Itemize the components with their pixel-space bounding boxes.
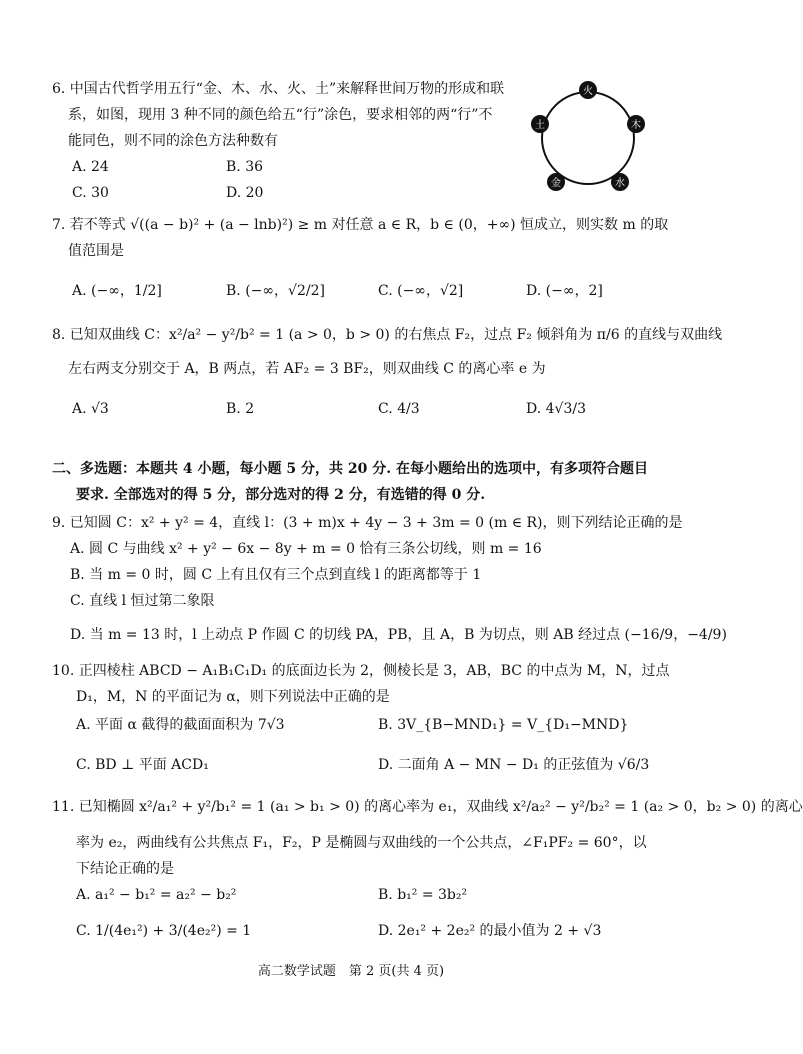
q9-line1: 9. 已知圆 C：x² + y² = 4，直线 l：(3 + m)x + 4y − 3 + 3m = 0 (m ∈ R)，则下列结论正确的是	[52, 515, 683, 531]
q7-option-c: C. (−∞，√2]	[378, 283, 464, 299]
q10-line2: D₁，M，N 的平面记为 α，则下列说法中正确的是	[76, 689, 390, 705]
q11-option-c: C. 1/(4e₁²) + 3/(4e₂²) = 1	[76, 923, 252, 939]
q9-option-b: B. 当 m = 0 时，圆 C 上有且仅有三个点到直线 l 的距离都等于 1	[70, 567, 482, 583]
q10-option-a: A. 平面 α 截得的截面面积为 7√3	[76, 717, 285, 733]
q10-option-b: B. 3V_{B−MND₁} = V_{D₁−MND}	[378, 717, 629, 733]
q7-line2: 值范围是	[68, 243, 124, 259]
q8-option-b: B. 2	[226, 401, 255, 417]
q10-line1: 10. 正四棱柱 ABCD − A₁B₁C₁D₁ 的底面边长为 2，侧棱长是 3，AB，BC 的中点为 M，N，过点	[52, 663, 670, 679]
q11-option-d: D. 2e₁² + 2e₂² 的最小值为 2 + √3	[378, 923, 602, 939]
q7-line1: 7. 若不等式 √((a − b)² + (a − lnb)²) ≥ m 对任意 a ∈ R，b ∈ (0，+∞) 恒成立，则实数 m 的取	[52, 217, 669, 233]
q6-option-c: C. 30	[72, 185, 109, 201]
q10-option-d: D. 二面角 A − MN − D₁ 的正弦值为 √6/3	[378, 757, 650, 773]
q11-line1: 11. 已知椭圆 x²/a₁² + y²/b₁² = 1 (a₁ > b₁ > 0) 的离心率为 e₁，双曲线 x²/a₂² − y²/b₂² = 1 (a₂ > 0，b₂ > 0) 的离心	[52, 799, 803, 815]
q8-option-c: C. 4/3	[378, 401, 420, 417]
q6-line3: 能同色，则不同的涂色方法种数有	[68, 133, 278, 149]
q9-option-a: A. 圆 C 与曲线 x² + y² − 6x − 8y + m = 0 恰有三条公切线，则 m = 16	[70, 541, 542, 557]
q6-line2: 系，如图，现用 3 种不同的颜色给五“行”涂色，要求相邻的两“行”不	[68, 107, 493, 123]
five-elements-diagram	[524, 78, 652, 196]
q11-line2: 率为 e₂，两曲线有公共焦点 F₁，F₂，P 是椭圆与双曲线的一个公共点，∠F₁PF₂ = 60°，以	[76, 835, 647, 851]
q6-line1: 6. 中国古代哲学用五行“金、木、水、火、土”来解释世间万物的形成和联	[52, 81, 505, 97]
q7-option-d: D. (−∞，2]	[526, 283, 603, 299]
q11-option-a: A. a₁² − b₁² = a₂² − b₂²	[76, 887, 237, 903]
section2-heading-line2: 要求. 全部选对的得 5 分，部分选对的得 2 分，有选错的得 0 分.	[76, 487, 486, 503]
node-fire-label: 火	[583, 86, 593, 97]
node-wood-label: 木	[631, 120, 641, 131]
node-fire	[579, 81, 597, 99]
q7-option-b: B. (−∞，√2/2]	[226, 283, 325, 299]
node-water	[611, 173, 629, 191]
q6-option-b: B. 36	[226, 159, 264, 175]
node-earth	[531, 115, 549, 133]
q9-option-d: D. 当 m = 13 时，l 上动点 P 作圆 C 的切线 PA，PB，且 A，B 为切点，则 AB 经过点 (−16/9，−4/9)	[70, 627, 727, 643]
node-wood	[627, 115, 645, 133]
node-metal-label: 金	[551, 178, 561, 189]
q8-option-d: D. 4√3/3	[526, 401, 586, 417]
q9-option-c: C. 直线 l 恒过第二象限	[70, 593, 215, 609]
q8-line1: 8. 已知双曲线 C：x²/a² − y²/b² = 1 (a > 0，b > 0) 的右焦点 F₂，过点 F₂ 倾斜角为 π/6 的直线与双曲线	[52, 327, 723, 343]
page-footer: 高二数学试题 第 2 页(共 4 页)	[257, 964, 445, 979]
q6-option-a: A. 24	[72, 159, 109, 175]
node-water-label: 水	[615, 178, 625, 189]
q8-line2: 左右两支分别交于 A，B 两点，若 AF₂ = 3 BF₂，则双曲线 C 的离心率 e 为	[68, 361, 546, 377]
node-metal	[547, 173, 565, 191]
q10-option-c: C. BD ⊥ 平面 ACD₁	[76, 757, 209, 773]
section2-heading-line1: 二、多选题：本题共 4 小题，每小题 5 分，共 20 分. 在每小题给出的选项中，有多项符合题目	[52, 461, 648, 477]
diagram-ring	[542, 92, 634, 184]
q11-option-b: B. b₁² = 3b₂²	[378, 887, 468, 903]
q7-option-a: A. (−∞，1/2]	[72, 283, 162, 299]
node-earth-label: 土	[535, 120, 545, 131]
q8-option-a: A. √3	[72, 401, 109, 417]
q11-line3: 下结论正确的是	[76, 861, 174, 877]
q6-option-d: D. 20	[226, 185, 264, 201]
